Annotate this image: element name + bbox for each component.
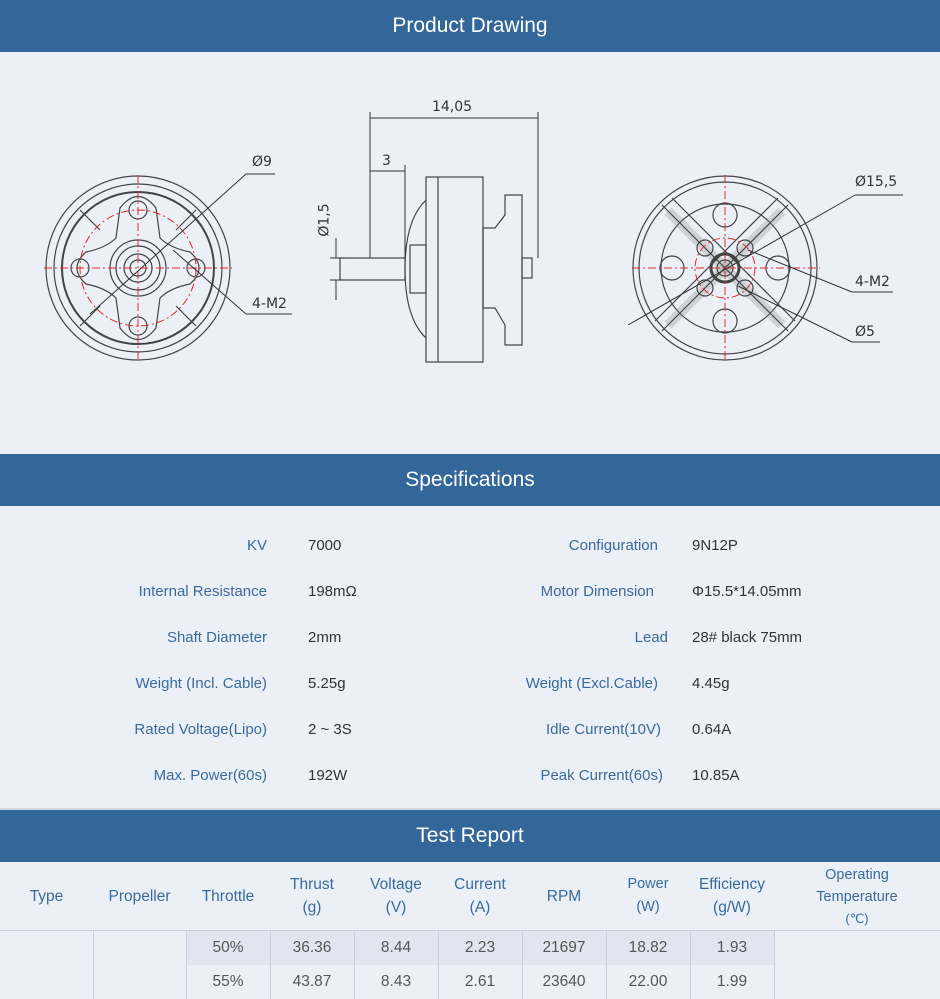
spec-value: 192W: [308, 767, 348, 784]
spec-label: Lead: [634, 629, 668, 646]
rear-holes-label: 4-M2: [855, 274, 890, 290]
spec-label: Motor Dimension: [540, 583, 654, 600]
table-row: [0, 965, 940, 999]
cell-voltage: 8.44: [354, 931, 438, 966]
cell-type: [0, 965, 93, 999]
cell-type: [0, 931, 93, 966]
cell-efficiency: 1.99: [690, 965, 774, 999]
cell-throttle: 55%: [186, 965, 270, 999]
specifications-table: [0, 506, 940, 810]
test-report-table: [0, 862, 940, 999]
cell-thrust: 36.36: [270, 931, 354, 966]
spec-row: [0, 675, 940, 699]
spec-label: Rated Voltage(Lipo): [134, 721, 267, 738]
spec-row: [0, 767, 940, 791]
spec-value: 198mΩ: [308, 583, 357, 600]
cell-propeller: [93, 965, 186, 999]
product-drawing: [0, 52, 940, 454]
cell-power: 22.00: [606, 965, 690, 999]
spec-label: Weight (Incl. Cable): [135, 675, 267, 692]
spec-value: 4.45g: [692, 675, 730, 692]
section-title: Test Report: [416, 824, 524, 847]
spec-value: 7000: [308, 537, 342, 554]
side-length-label: 14,05: [432, 99, 473, 115]
cell-current: 2.23: [438, 931, 522, 966]
cell-rpm: 21697: [522, 931, 606, 966]
spec-value: Φ15.5*14.05mm: [692, 583, 802, 600]
rear-inner-diameter-label: Ø5: [855, 324, 875, 340]
column-header-rpm: RPM: [522, 862, 606, 931]
column-header-power: Power (W): [606, 862, 690, 931]
spec-value: 0.64A: [692, 721, 732, 738]
spec-value: 5.25g: [308, 675, 346, 692]
test-report-header: [0, 810, 940, 862]
cell-voltage: 8.43: [354, 965, 438, 999]
spec-row: [0, 629, 940, 653]
side-shaft-diameter-label: Ø1,5: [316, 203, 333, 237]
cell-power: 18.82: [606, 931, 690, 966]
spec-value: 2 ~ 3S: [308, 721, 352, 738]
spec-label: Shaft Diameter: [166, 629, 267, 646]
section-title: Product Drawing: [392, 14, 548, 37]
cell-rpm: 23640: [522, 965, 606, 999]
spec-label: KV: [246, 537, 267, 554]
spec-row: [0, 537, 940, 561]
column-header-thrust: Thrust (g): [270, 862, 354, 931]
spec-row: [0, 583, 940, 607]
section-title: Specifications: [405, 468, 535, 491]
side-view-drawing: [340, 177, 532, 362]
spec-label: Peak Current(60s): [540, 767, 663, 784]
rear-diameter-label: Ø15,5: [855, 174, 898, 190]
column-header-throttle: Throttle: [186, 862, 270, 931]
spec-value: 9N12P: [692, 537, 738, 554]
spec-value: 10.85A: [692, 767, 740, 784]
column-header-voltage: Voltage (V): [354, 862, 438, 931]
spec-label: Weight (Excl.Cable): [525, 675, 658, 692]
cell-efficiency: 1.93: [690, 931, 774, 966]
front-diameter-label: Ø9: [252, 154, 272, 170]
spec-row: [0, 721, 940, 745]
column-header-temperature: Operating Temperature (℃): [774, 862, 940, 931]
cell-throttle: 50%: [186, 931, 270, 966]
table-row: [0, 931, 940, 966]
column-header-current: Current (A): [438, 862, 522, 931]
spec-label: Idle Current(10V): [545, 721, 661, 738]
spec-label: Max. Power(60s): [153, 767, 267, 784]
table-header-row: [0, 862, 940, 931]
spec-value: 28# black 75mm: [692, 629, 803, 646]
specifications-header: [0, 454, 940, 506]
spec-value: 2mm: [308, 629, 342, 646]
cell-thrust: 43.87: [270, 965, 354, 999]
front-holes-label: 4-M2: [252, 296, 287, 312]
side-shaft-length-label: 3: [382, 153, 391, 169]
product-drawing-header: [0, 0, 940, 52]
cell-temperature: [774, 931, 940, 966]
cell-temperature: [774, 965, 940, 999]
cell-current: 2.61: [438, 965, 522, 999]
spec-label: Internal Resistance: [138, 583, 267, 600]
column-header-efficiency: Efficiency (g/W): [690, 862, 774, 931]
spec-label: Configuration: [568, 537, 658, 554]
cell-propeller: [93, 931, 186, 966]
column-header-type: Type: [0, 862, 93, 931]
column-header-propeller: Propeller: [93, 862, 186, 931]
